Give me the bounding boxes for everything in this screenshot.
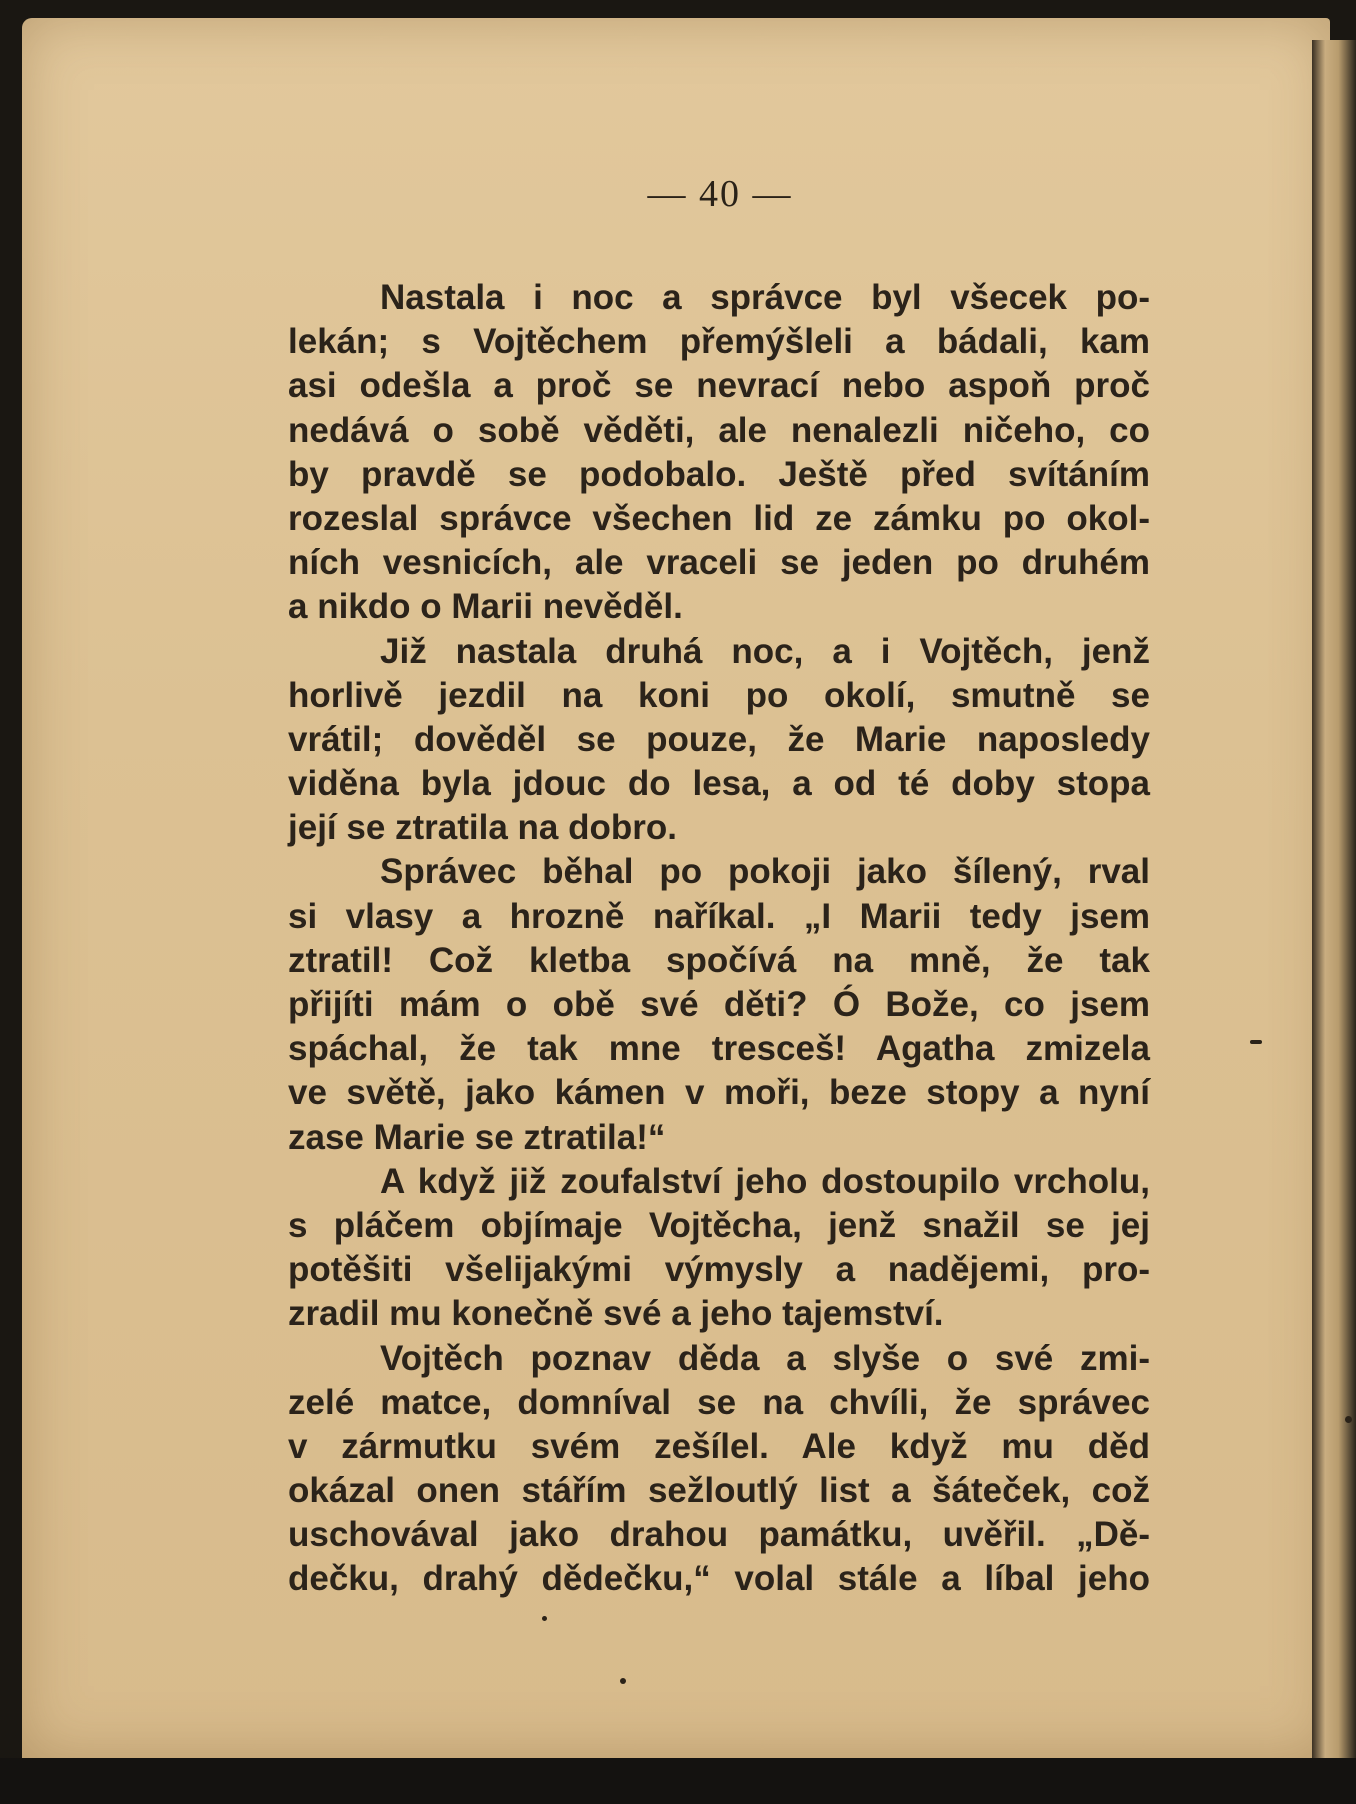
- text-line: vrátil; dověděl se pouze, že Marie naposledy: [288, 719, 1150, 759]
- ink-speck: [1250, 1040, 1262, 1044]
- text-line: zradil mu konečně své a jeho tajemství.: [288, 1294, 944, 1334]
- text-line: ve světě, jako kámen v moři, beze stopy a nyní: [288, 1073, 1150, 1113]
- text-line: a nikdo o Marii nevěděl.: [288, 587, 683, 627]
- text-line: s pláčem objímaje Vojtěcha, jenž snažil se jej: [288, 1205, 1150, 1245]
- text-line: rozeslal správce všechen lid ze zámku po okol-: [288, 498, 1150, 538]
- text-line: zase Marie se ztratila!“: [288, 1117, 666, 1157]
- text-line: horlivě jezdil na koni po okolí, smutně se: [288, 675, 1150, 715]
- text-line: dečku, drahý dědečku,“ volal stále a líbal jeho: [288, 1559, 1150, 1599]
- ink-speck: [542, 1616, 547, 1621]
- text-line: ních vesnicích, ale vraceli se jeden po druhém: [288, 543, 1150, 583]
- text-line: si vlasy a hrozně naříkal. „I Marii tedy jsem: [288, 896, 1150, 936]
- binding-edge: [1312, 40, 1356, 1804]
- body-text: [288, 276, 1150, 1602]
- ink-speck: [1345, 1416, 1352, 1423]
- text-line: potěšiti všelijakými výmysly a nadějemi, pro-: [288, 1250, 1150, 1290]
- text-line: lekán; s Vojtěchem přemýšleli a bádali, kam: [288, 322, 1150, 362]
- text-line: ztratil! Což kletba spočívá na mně, že tak: [288, 940, 1150, 980]
- text-line: její se ztratila na dobro.: [288, 808, 677, 848]
- text-line: Nastala i noc a správce byl všecek po-: [380, 278, 1150, 317]
- text-line: Správec běhal po pokoji jako šílený, rval: [380, 852, 1150, 892]
- text-line: asi odešla a proč se nevrací nebo aspoň proč: [288, 366, 1150, 406]
- text-line: v zármutku svém zešílel. Ale když mu děd: [288, 1426, 1150, 1466]
- text-line: Vojtěch poznav děda a slyše o své zmi-: [380, 1338, 1150, 1378]
- text-line: uschovával jako drahou památku, uvěřil. „Dě-: [288, 1515, 1150, 1555]
- text-line: by pravdě se podobalo. Ještě před svítáním: [288, 454, 1150, 494]
- text-line: A když již zoufalství jeho dostoupilo vrcholu,: [380, 1161, 1150, 1201]
- ink-speck: [620, 1678, 626, 1684]
- text-line: spáchal, že tak mne tresceš! Agatha zmizela: [288, 1029, 1150, 1069]
- text-line: přijíti mám o obě své děti? Ó Bože, co jsem: [288, 985, 1150, 1024]
- page-number: — 40 —: [647, 173, 793, 215]
- text-line: viděna byla jdouc do lesa, a od té doby stopa: [288, 764, 1150, 804]
- text-line: zelé matce, domníval se na chvíli, že správec: [288, 1382, 1150, 1422]
- text-line: Již nastala druhá noc, a i Vojtěch, jenž: [380, 631, 1150, 671]
- text-line: nedává o sobě věděti, ale nenalezli ničeho, co: [288, 410, 1150, 450]
- text-line: okázal onen stářím sežloutlý list a šáteček, což: [288, 1471, 1150, 1511]
- bottom-shadow: [0, 1758, 1356, 1804]
